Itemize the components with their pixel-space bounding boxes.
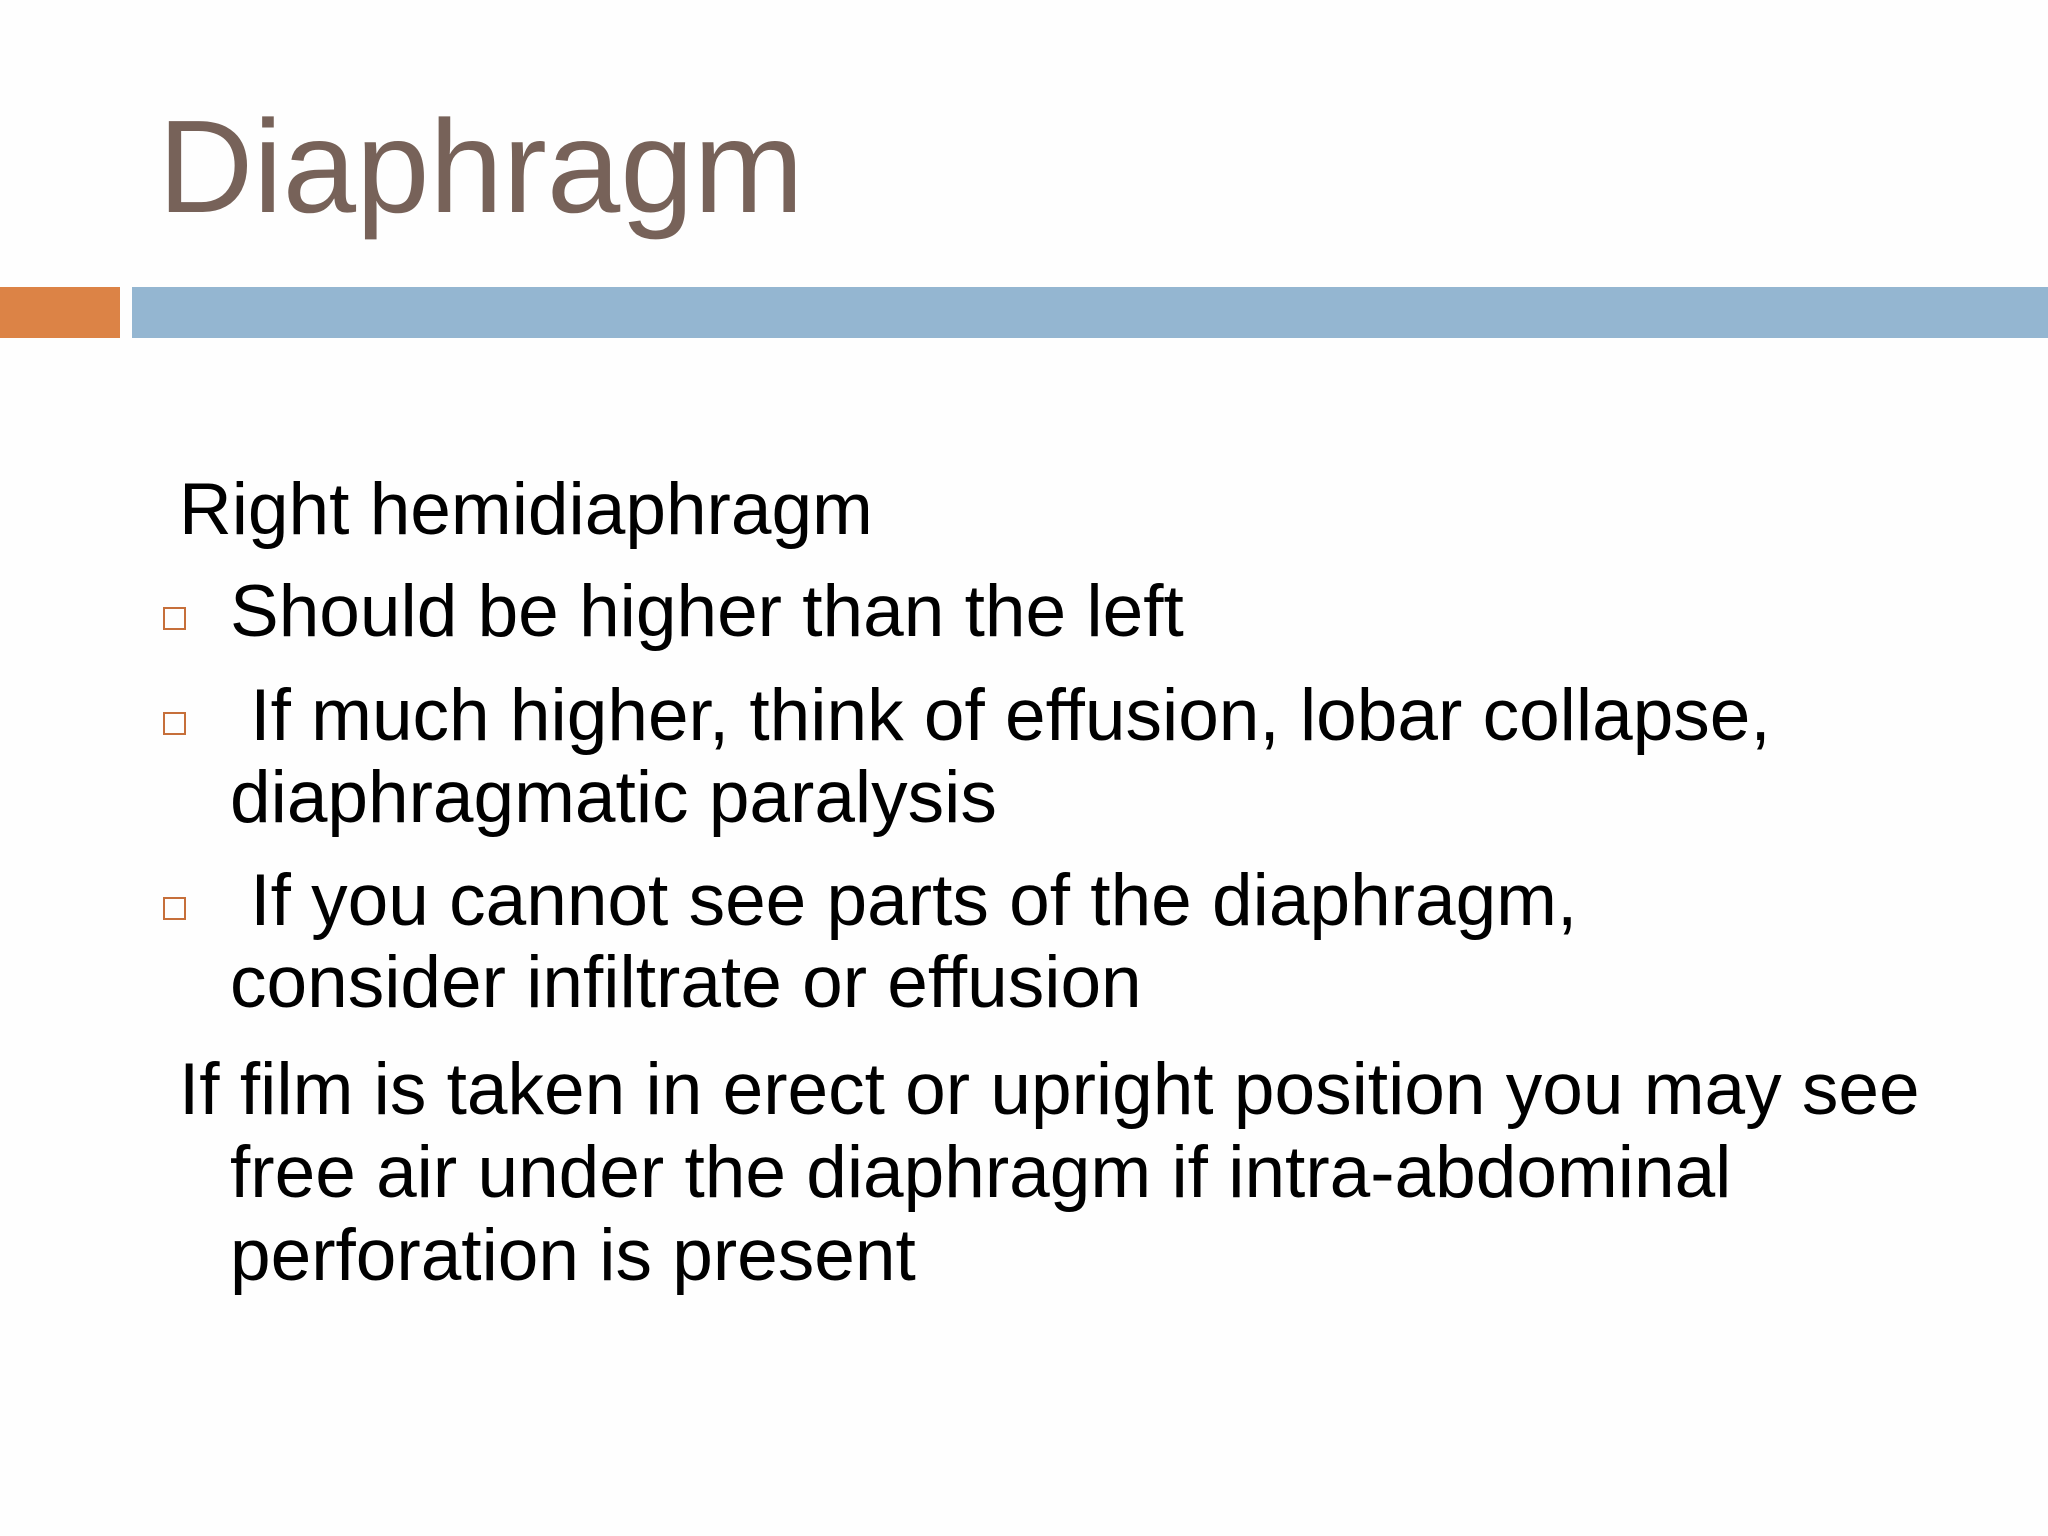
body-note: If film is taken in erect or upright position you may see free air under the diaphragm if intra-abdominal perforation is present <box>179 1049 1920 1296</box>
title-accent-bar <box>0 287 120 338</box>
bullet-text-1: Should be higher than the left <box>230 571 1184 652</box>
bullet-text-3: If you cannot see parts of the diaphragm, consider infiltrate or effusion <box>230 860 1598 1023</box>
body-heading: Right hemidiaphragm <box>179 469 873 550</box>
title-divider-bar <box>132 287 2048 338</box>
slide-title: Diaphragm <box>158 93 804 240</box>
square-bullet-icon <box>163 607 186 630</box>
square-bullet-icon <box>163 712 186 735</box>
square-bullet-icon <box>163 897 186 920</box>
bullet-text-2: If much higher, think of effusion, lobar collapse, diaphragmatic paralysis <box>230 675 1791 838</box>
